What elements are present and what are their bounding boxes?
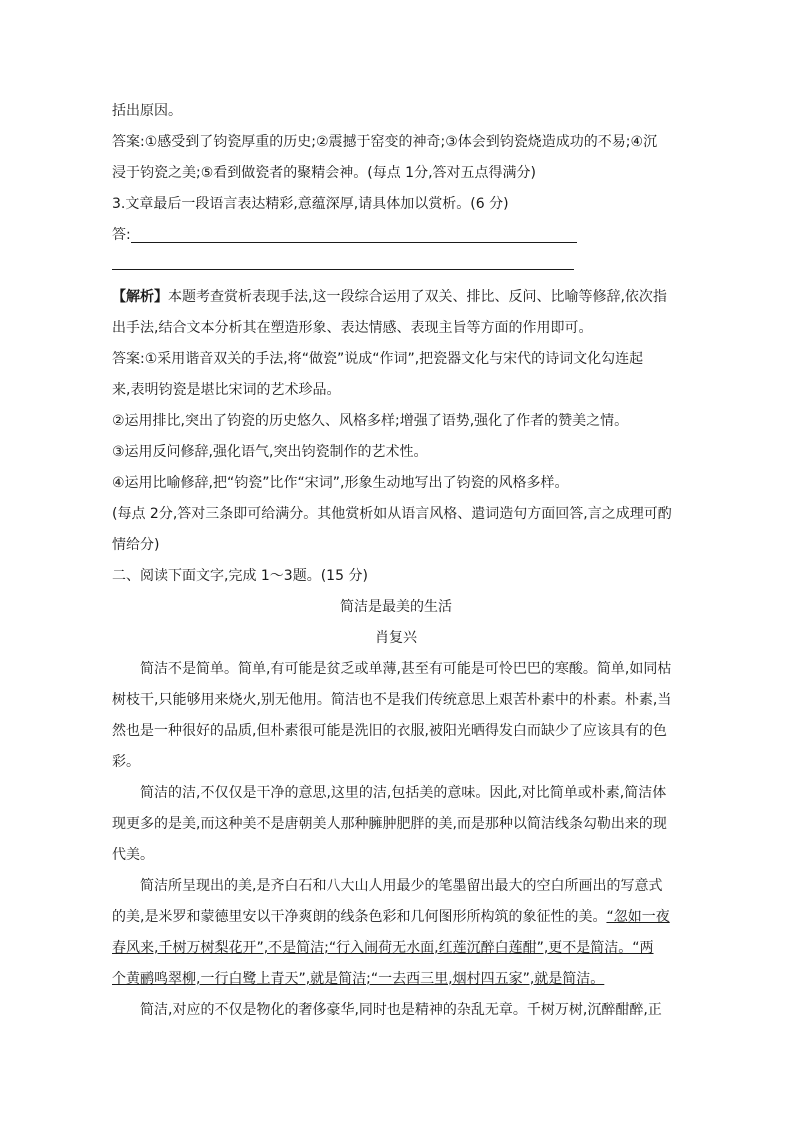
section-heading: 二、阅读下面文字,完成 1～3题。(15 分): [112, 568, 368, 584]
answer-line: 答案:①采用谐音双关的手法,将“做瓷”说成“作词”,把瓷器文化与宋代的诗词文化勾连起: [112, 351, 644, 367]
answer-blank-line[interactable]: [112, 251, 680, 282]
answer-prompt-line: [112, 220, 680, 251]
text-line: 括出原因。: [112, 103, 182, 119]
paragraph-line: 简洁所呈现出的美,是齐白石和八大山人用最少的笔墨留出最大的空白所画出的写意式: [140, 878, 663, 894]
answer-line: 浸于钧瓷之美;⑤看到做瓷者的聚精会神。(每点 1分,答对五点得满分): [112, 165, 536, 181]
underlined-quote: 个黄鹂鸣翠柳,一行白鹭上青天”,就是简洁;“一去西三里,烟村四五家”,就是简洁。: [112, 971, 605, 987]
paragraph-text: 的美,是米罗和蒙德里安以干净爽朗的线条色彩和几何图形所构筑的象征性的美。: [112, 909, 607, 925]
paragraph-line: 然也是一种很好的品质,但朴素很可能是洗旧的衣服,被阳光晒得发白而缺少了应该具有的色: [112, 723, 667, 739]
answer-line: 答案:①感受到了钧瓷厚重的历史;②震撼于窑变的神奇;③体会到钧瓷烧造成功的不易;④沉: [112, 134, 658, 150]
analysis-label: 【解析】: [112, 289, 168, 305]
paragraph-line: 简洁,对应的不仅是物化的奢侈豪华,同时也是精神的杂乱无章。千树万树,沉醉酣醉,正: [140, 1002, 662, 1018]
paragraph-line: 代美。: [112, 847, 154, 863]
paragraph-line: 树枝干,只能够用来烧火,别无他用。简洁也不是我们传统意思上艰苦朴素中的朴素。朴素,当: [112, 692, 672, 708]
document-body: [112, 96, 680, 1026]
answer-point: ②运用排比,突出了钧瓷的历史悠久、风格多样;增强了语势,强化了作者的赞美之情。: [112, 413, 629, 429]
question-3: 3.文章最后一段语言表达精彩,意蕴深厚,请具体加以赏析。(6 分): [112, 196, 509, 212]
analysis-text: 本题考查赏析表现手法,这一段综合运用了双关、排比、反问、比喻等修辞,依次指: [168, 289, 667, 305]
article-author: 肖复兴: [375, 630, 417, 646]
answer-blank[interactable]: [131, 224, 577, 243]
underlined-quote: “忽如一夜: [606, 909, 670, 925]
paragraph-line: 简洁的洁,不仅仅是干净的意思,这里的洁,包括美的意味。因此,对比简单或朴素,简洁体: [140, 785, 667, 801]
analysis-line: 出手法,结合文本分析其在塑造形象、表达情感、表现主旨等方面的作用即可。: [112, 320, 593, 336]
scoring-note: 情给分): [112, 537, 160, 553]
answer-point: ③运用反问修辞,强化语气,突出钧瓷制作的艺术性。: [112, 444, 428, 460]
answer-prompt-label: 答:: [112, 227, 131, 243]
underlined-quote: 春风来,千树万树梨花开”,不是简洁;“行入闹荷无水面,红莲沉醉白莲酣”,更不是简洁。“两: [112, 940, 654, 956]
analysis-line: [112, 282, 680, 313]
paragraph-line: 现更多的是美,而这种美不是唐朝美人那种臃肿肥胖的美,而是那种以简洁线条勾勒出来的现: [112, 816, 667, 832]
article-title: 简洁是最美的生活: [340, 599, 452, 615]
answer-point: ④运用比喻修辞,把“钧瓷”比作“宋词”,形象生动地写出了钧瓷的风格多样。: [112, 475, 569, 491]
answer-line: 来,表明钧瓷是堪比宋词的艺术珍品。: [112, 382, 341, 398]
paragraph-line: 简洁不是简单。简单,有可能是贫乏或单薄,甚至有可能是可怜巴巴的寒酸。简单,如同枯: [140, 661, 672, 677]
scoring-note: (每点 2分,答对三条即可给满分。其他赏析如从语言风格、遣词造句方面回答,言之成理可酌: [112, 506, 672, 522]
paragraph-line: 彩。: [112, 754, 140, 770]
paragraph-line: [112, 902, 680, 933]
